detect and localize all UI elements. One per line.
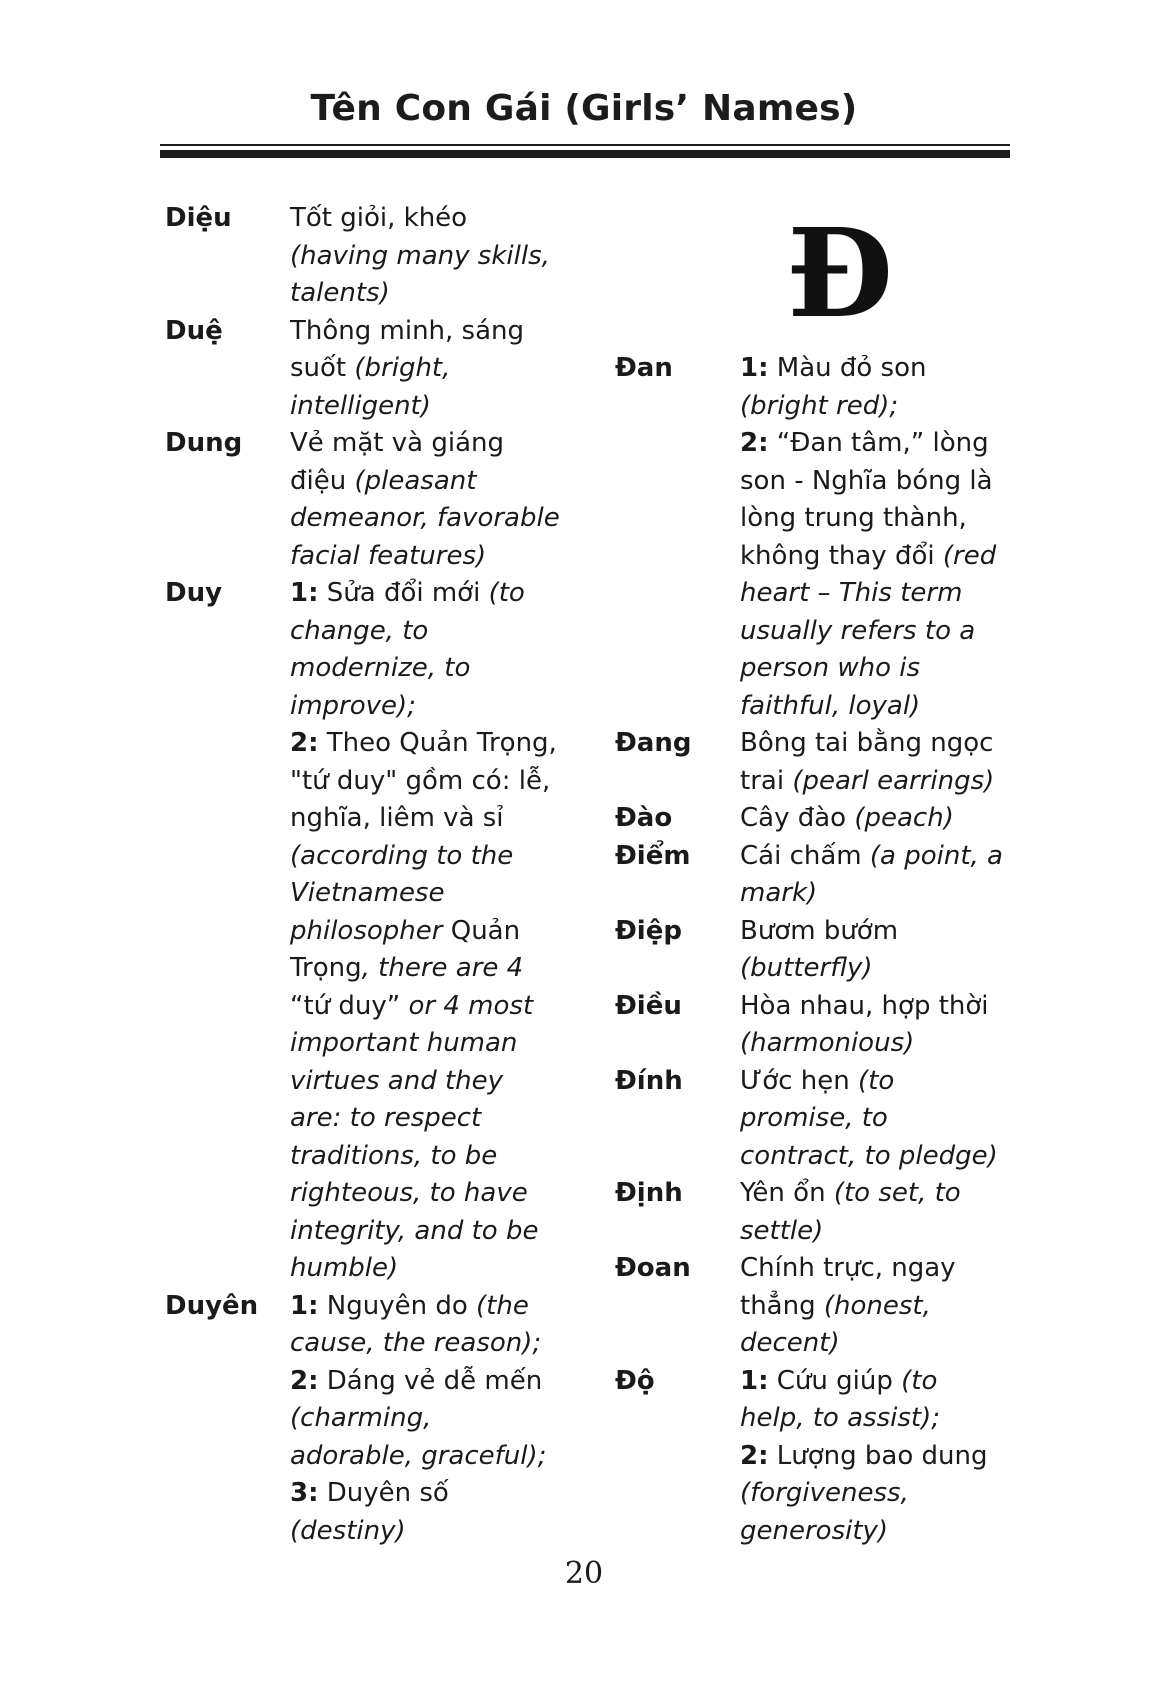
entry-name: Dung bbox=[165, 428, 243, 458]
definition-en: (bright, intelligent) bbox=[290, 353, 451, 421]
entry-definition bbox=[290, 575, 560, 1288]
definition-en: (pearl earrings) bbox=[792, 765, 995, 796]
entry-dan bbox=[615, 350, 1015, 725]
entry-name: Đoan bbox=[615, 1253, 691, 1283]
sense-number: 2: bbox=[290, 728, 319, 758]
title-rule-thin bbox=[160, 144, 1010, 146]
entry-dieu bbox=[165, 200, 565, 313]
entry-dung bbox=[165, 425, 565, 575]
definition-vi: “Đan tâm,” lòng son - Nghĩa bóng là lòng trung thành, không thay đổi bbox=[740, 428, 993, 571]
entry-do bbox=[615, 1363, 1015, 1551]
entry-doan bbox=[615, 1250, 1015, 1363]
entry-name: Đào bbox=[615, 803, 673, 833]
entry-name: Duệ bbox=[165, 315, 223, 346]
entry-definition bbox=[740, 350, 1010, 725]
definition-en: (red heart – This term usually refers to a person who is faithful, loyal) bbox=[740, 540, 997, 721]
entry-diep bbox=[615, 913, 1015, 988]
definition-vi: Thông minh, sáng suốt bbox=[290, 315, 525, 383]
definition-vi: Sửa đổi mới bbox=[318, 578, 489, 608]
definition-en: (to set, to settle) bbox=[740, 1178, 961, 1246]
sense-number: 1: bbox=[290, 578, 319, 608]
definition-en: (having many skills, talents) bbox=[290, 240, 550, 308]
definition-en: (bright red); bbox=[740, 390, 899, 421]
entry-definition bbox=[740, 800, 1010, 838]
definition-en: (the cause, the reason); bbox=[290, 1290, 542, 1358]
entry-dieu-2 bbox=[615, 988, 1015, 1063]
entry-dinh-2 bbox=[615, 1175, 1015, 1250]
definition-vi: Theo Quản Trọng, "tứ duy" gồm có: lễ, nghĩa, liêm và sỉ bbox=[290, 728, 557, 833]
entry-due bbox=[165, 313, 565, 426]
entry-name: Đính bbox=[615, 1065, 683, 1096]
definition-vi: Cái chấm bbox=[740, 840, 870, 871]
definition-en: (peach) bbox=[854, 803, 954, 833]
left-column bbox=[165, 200, 565, 1550]
page-title: Tên Con Gái (Girls’ Names) bbox=[310, 88, 858, 129]
definition-vi: Lượng bao dung bbox=[768, 1440, 988, 1471]
definition-vi: Tốt giỏi, khéo bbox=[290, 203, 468, 233]
entry-definition bbox=[740, 988, 1010, 1063]
definition-en: (butterfly) bbox=[740, 953, 873, 983]
entry-name: Duyên bbox=[165, 1290, 259, 1321]
sense-number: 2: bbox=[740, 1440, 769, 1471]
definition-vi: Cứu giúp bbox=[768, 1365, 902, 1396]
definition-en: (destiny) bbox=[290, 1515, 406, 1546]
entry-name: Đan bbox=[615, 353, 673, 383]
sense-number: 1: bbox=[740, 353, 769, 383]
definition-en: (harmonious) bbox=[740, 1028, 915, 1058]
entry-name: Điều bbox=[615, 990, 682, 1021]
entry-definition bbox=[740, 913, 1010, 988]
definition-en: (a point, a mark) bbox=[740, 840, 1003, 908]
entry-definition bbox=[290, 200, 560, 313]
entry-dinh bbox=[615, 1063, 1015, 1176]
sense-number: 2: bbox=[290, 1365, 319, 1396]
definition-en: (forgiveness, generosity) bbox=[740, 1478, 909, 1546]
entry-definition bbox=[740, 725, 1010, 800]
definition-vi: Ước hẹn bbox=[740, 1065, 858, 1096]
definition-en: (to change, to modernize, to improve); bbox=[290, 578, 525, 721]
sense-number: 1: bbox=[740, 1365, 769, 1396]
entry-name: Độ bbox=[615, 1365, 655, 1396]
entry-name: Đang bbox=[615, 728, 692, 758]
entry-name: Điệp bbox=[615, 915, 682, 946]
definition-vi-inline: Quản Trọng bbox=[290, 915, 521, 983]
definition-vi-inline: “tứ duy” bbox=[290, 990, 401, 1021]
definition-en: (pleasant demeanor, favorable facial features) bbox=[290, 465, 560, 571]
entry-name: Định bbox=[615, 1178, 683, 1208]
entry-definition bbox=[740, 1363, 1010, 1551]
definition-en: (to help, to assist); bbox=[740, 1365, 940, 1433]
entry-definition bbox=[740, 838, 1010, 913]
section-letter: Đ bbox=[786, 201, 894, 345]
entry-dang bbox=[615, 725, 1015, 800]
sense-number: 2: bbox=[740, 428, 769, 458]
definition-en: , there are 4 bbox=[361, 953, 524, 983]
definition-vi: Cây đào bbox=[740, 803, 855, 833]
entry-definition bbox=[740, 1063, 1010, 1176]
entry-name: Điểm bbox=[615, 840, 691, 871]
definition-vi: Chính trực, ngay thẳng bbox=[740, 1253, 956, 1321]
definition-vi: Nguyên do bbox=[318, 1290, 476, 1321]
entry-name: Duy bbox=[165, 578, 223, 608]
title-rule-thick bbox=[160, 150, 1010, 158]
definition-en: (according to the Vietnamese philosopher bbox=[290, 840, 514, 946]
entry-definition bbox=[290, 425, 560, 575]
definition-vi: Duyên số bbox=[318, 1478, 449, 1508]
entry-duyen bbox=[165, 1288, 565, 1551]
definition-vi: Màu đỏ son bbox=[768, 353, 927, 383]
definition-vi: Bươm bướm bbox=[740, 915, 899, 946]
entry-definition bbox=[290, 1288, 560, 1551]
definition-en: (to promise, to contract, to pledge) bbox=[740, 1065, 998, 1171]
definition-vi: Vẻ mặt và giáng điệu bbox=[290, 428, 504, 496]
sense-number: 3: bbox=[290, 1478, 319, 1508]
definition-vi: Bông tai bằng ngọc trai bbox=[740, 728, 994, 796]
definition-vi: Hòa nhau, hợp thời bbox=[740, 990, 989, 1021]
page-number: 20 bbox=[564, 1556, 604, 1591]
entry-dao bbox=[615, 800, 1015, 838]
entry-duy bbox=[165, 575, 565, 1288]
right-column bbox=[615, 200, 1015, 1550]
definition-en: or 4 most important human virtues and they are: to respect traditions, to be righteous, to have integrity, and to be humble) bbox=[290, 990, 539, 1283]
entry-definition bbox=[740, 1250, 1010, 1363]
definition-en: (honest, decent) bbox=[740, 1290, 931, 1358]
entry-diem bbox=[615, 838, 1015, 913]
sense-number: 1: bbox=[290, 1290, 319, 1321]
definition-en: (charming, adorable, graceful); bbox=[290, 1403, 547, 1471]
definition-vi: Yên ổn bbox=[740, 1178, 834, 1208]
entry-name: Diệu bbox=[165, 203, 232, 233]
entry-definition bbox=[290, 313, 560, 426]
definition-vi: Dáng vẻ dễ mến bbox=[318, 1365, 543, 1396]
entry-definition bbox=[740, 1175, 1010, 1250]
